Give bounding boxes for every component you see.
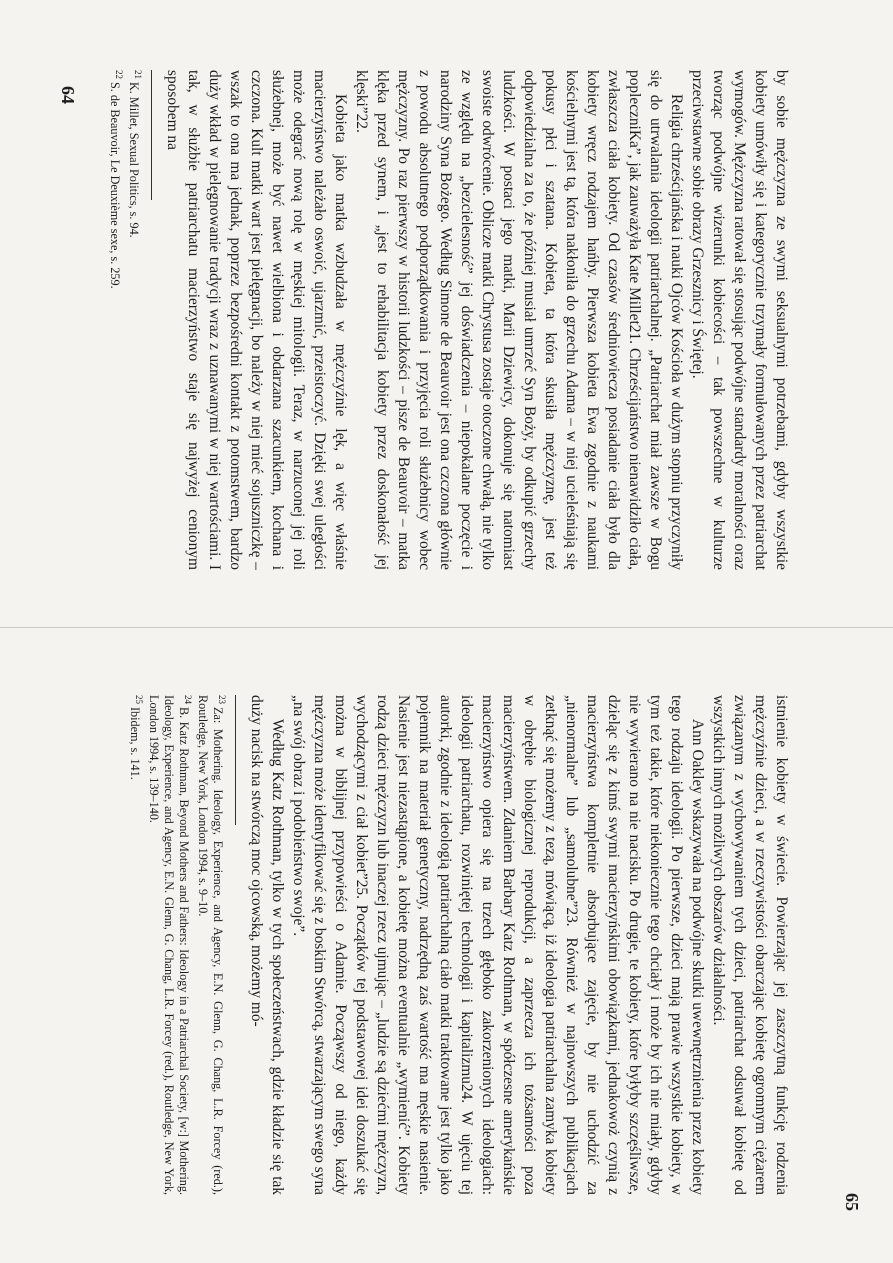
page-64 — [0, 0, 893, 630]
footnote: $^{23}$Za: Mothering. Ideology, Experience, and Agency, E.N. Glenn, G. Chang, L.R. Forcey (red.), Routledge, New York, London 1994, s. 9–10. — [195, 695, 227, 1195]
paragraph: Religia chrześcijańska i nauki Ojców Kościoła w dużym stopniu przyczyniły się do utrwalania ideologii patriarchalnej. „Patriarchat miał zawsze w Bogu popleczniKa”, jak zauważyła Kate Millet21. Chrześcijaństwo nienawidziło ciała, zwłaszcza ciała kobiety. Od czasów średniowiecza posiadanie ciała było dla kobiety wręcz rodzajem hańby. Pierwsza kobieta Ewa zgodnie z naukami kościelnymi jest tą, która nakłoniła do grzechu Adama – w niej ucieleśniają się pokusy płci i szatana. Kobieta, ta która skusiła mężczyznę, jest też odpowiedzialna za to, że później musiał umrzeć Syn Boży, by odkupić grzechy ludzkości. W postaci jego matki, Marii Dziewicy, dokonuje się natomiast swoiste odwrócenie. Oblicze matki Chrystusa zostaje otoczone chwałą, nie tylko ze względu na „bezcielesność” jej doświadczenia – niepokalane poczęcie i narodziny Syna Bożego. Według Simone de Beauvoir jest ona czczona głównie z powodu absolutnego podporządkowania i przyjęcia roli służebnicy wobec mężczyzny. Po raz pierwszy w historii ludzkości – pisze de Beauvoir – matka klęka przed synem, i „jest to rehabilitacja kobiety przez doskonałość jej klęski”22. — [353, 70, 685, 570]
page-64-content — [107, 70, 792, 570]
paragraph: istnienie kobiety w świecie. Powierzając jej zaszczytną funkcję rodzenia mężczyźnie dzieci, a w rzeczywistości obarczając kobietę ogromnym ciężarem związanym z wychowywaniem tych dzieci, patriarchat odsuwał kobietę od wszystkich innych możliwych obszarów działalności. — [710, 695, 790, 1195]
page-65-content — [127, 695, 792, 1195]
footnote: $^{25}$Ibidem, s. 141. — [127, 695, 144, 780]
paragraph: by sobie mężczyzna ze swymi seksualnymi potrzebami, gdyby wszystkie kobiety umówiły się i kategorycznie trzymały formułowanych przez patriarchat wymogów. Mężczyzna ratował się stosując podwójne standardy moralności oraz tworząc podwójne wizerunki kobiecości – tak powszechne w kulturze przeciwstawne sobie obrazy Grzesznicy i Świętej. — [689, 70, 790, 570]
page-number: 64 — [58, 86, 78, 104]
footnote-rule — [235, 695, 236, 825]
page-65 — [0, 633, 893, 1263]
page-divider — [0, 627, 893, 628]
paragraph: Według Katz Rothman, tylko w tych społeczeństwach, gdzie kładzie się tak duży nacisk na stwórczą moc ojcowską, możemy mó- — [248, 695, 286, 1195]
footnote: $^{22}$S. de Beauvoir, Le Deuxième sexe, s. 259. — [107, 70, 124, 289]
footnote-rule — [151, 70, 152, 200]
paragraph: Kobieta jako matka wzbudzała w mężczyźnie lęk, a więc właśnie macierzyństwo należało oswoić, ujarzmić, przeistoczyć. Dzięki swej uległości może odegrać nową rolę w męskiej mitologii. Teraz, w narzuconej jej roli służebnej, może być nawet wielbiona i obdarzana szacunkiem, kochana i czczona. Kult matki wart jest pielęgnacji, bo należy w niej mieć sojuszniczkę – wszak to ona ma jednak, poprzez bezpośredni kontakt z potomstwem, bardzo duży wkład w pielęgnowanie tradycji wraz z uznawanymi w niej wartościami. I tak, w służbie patriarchatu macierzyństwo staje się najwyżej cenionym sposobem na — [164, 70, 349, 570]
page-64-body — [162, 70, 792, 570]
page-number: 65 — [842, 1193, 862, 1211]
footnote: $^{21}$K. Millet, Sexual Politics, s. 94. — [126, 70, 143, 238]
page-65-body — [246, 695, 792, 1195]
paragraph: Ann Oakley wskazywała na podwójne skutki uwewnętrznienia przez kobiety tego rodzaju ideologii. Po pierwsze, dzieci mają prawie wszystkie kobiety, w tym też takie, które niekoniecznie tego chciały i może by ich nie miały, gdyby nie wywierano na nie nacisku. Po drugie, te kobiety, które byłyby szczęśliwsze, dzieląc się z kimś swymi macierzyńskimi obowiązkami, jednakowoż czynią z macierzyństwa kompletnie absorbujące zajęcie, by nie uchodzić za „nienormalne” lub „samolubne”23. Również w najnowszych publikacjach zetknąć się możemy z tezą, mówiącą, iż ideologia patriarchalna zamyka kobiety w obrębie biologicznej reprodukcji, a zaprzecza ich tożsamości poza macierzyństwem. Zdaniem Barbary Katz Rothman, w spółczesne amerykańskie macierzyństwo opiera się na trzech głęboko zakorzenionych ideologiach: ideologii patriarchatu, rozwiniętej technologii i kapitalizmu24. W ujęciu tej autorki, zgodnie z ideologią patriarchalną ciało matki traktowane jest tylko jako pojemnik na materiał genetyczny, nadrzędną zaś wartość ma męskie nasienie. Nasienie jest niezastąpione, a kobietę można eventualnie „wymienić”. Kobiety rodzą dzieci mężczyzn lub inaczej rzecz ujmując – „ludzie są dziećmi mężczyzn, wychodzącymi z ciał kobiet”25. Początków tej podstawowej idei doszukać się można w biblijnej przypowieści o Adamie. Począwszy od niego, każdy mężczyzna może identyfikować się z boskim Stwórcą, stwarzającym swego syna „na swój obraz i podobieństwo swoje”. — [290, 695, 706, 1196]
footnote: $^{24}$B. Katz Rothman, Beyond Mothers and Fathers: Ideology in a Patriarchal Society, [w:] Mothering. Ideology, Experience, and Agency, E.N. Glenn, G. Chang, L.R. Forcey (red.), Routledge, New York, London 1994, s. 139–140. — [146, 695, 193, 1195]
